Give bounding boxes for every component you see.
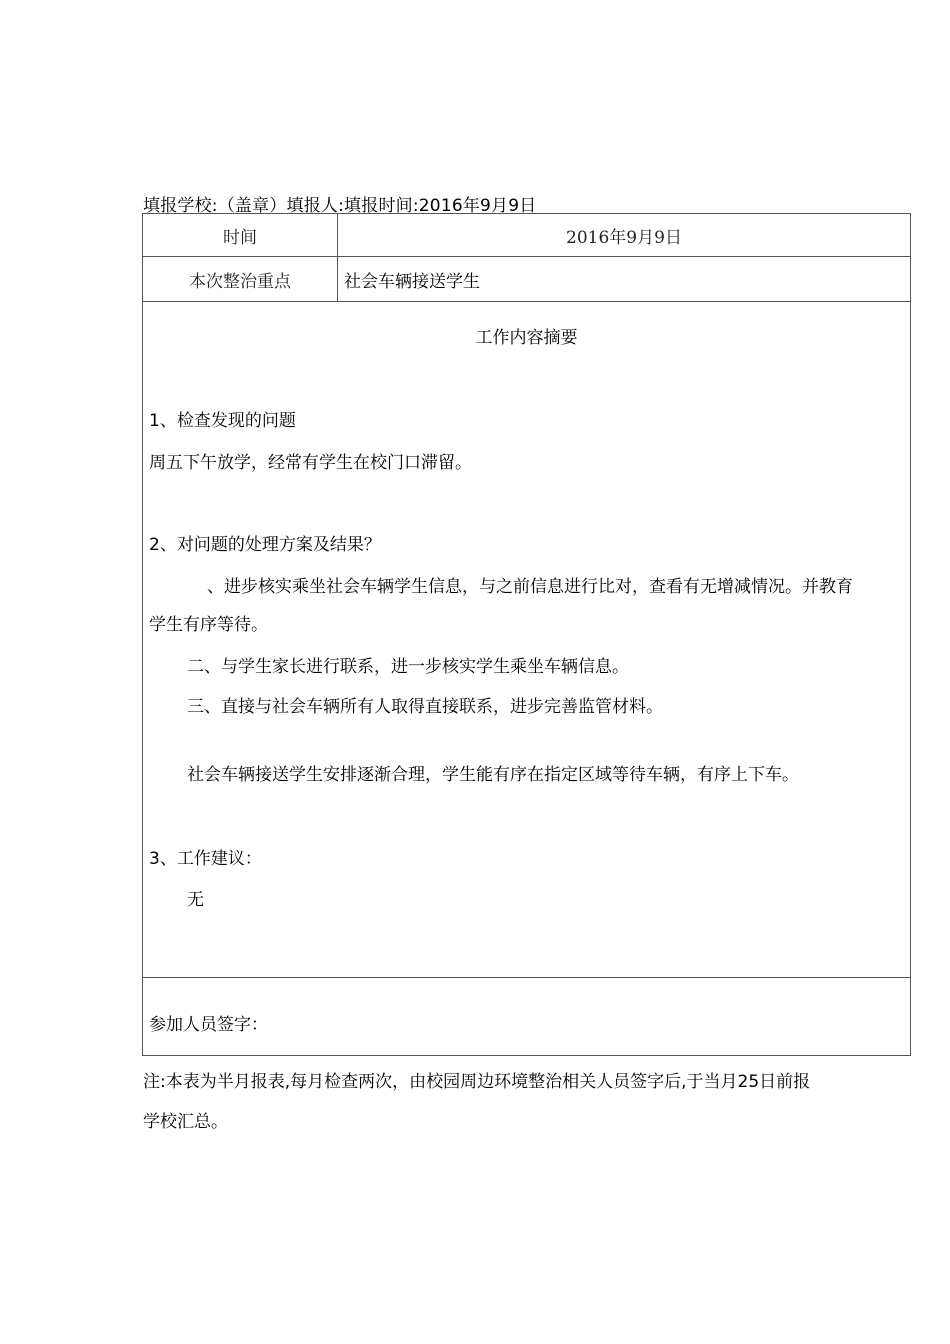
signature-row: [143, 978, 910, 1055]
signature-label: 参加人员签字：: [149, 1015, 268, 1035]
section2-item2: 二、与学生家长进行联系，进一步核实学生乘坐车辆信息。: [187, 657, 629, 677]
time-label: 时间: [143, 214, 338, 256]
section3-text: 无: [187, 890, 204, 910]
section1-title: 1、检查发现的问题: [149, 411, 296, 431]
note-line-1: 注:本表为半月报表,每月检查两次，由校园周边环境整治相关人员签字后,于当月25日前报: [143, 1072, 811, 1092]
section1-text: 周五下午放学，经常有学生在校门口滞留。: [149, 453, 472, 473]
note-line-2: 学校汇总。: [143, 1112, 228, 1132]
focus-row: [143, 257, 910, 302]
summary-title: 工作内容摘要: [475, 328, 578, 348]
time-value: 2016年9月9日: [566, 227, 682, 248]
section3-title: 3、工作建议：: [149, 849, 262, 869]
time-row: [143, 214, 910, 257]
report-form-table: [142, 213, 911, 1056]
section2-item1-line1: 、进步核实乘坐社会车辆学生信息，与之前信息进行比对，查看有无增减情况。并教育: [207, 577, 853, 597]
section2-item1-line2: 学生有序等待。: [149, 615, 268, 635]
form-header: 填报学校:（盖章）填报人:填报时间:2016年9月9日: [143, 196, 537, 216]
focus-label: 本次整治重点: [143, 257, 338, 301]
section2-item3: 三、直接与社会车辆所有人取得直接联系，进步完善监管材料。: [187, 697, 663, 717]
focus-value: 社会车辆接送学生: [344, 271, 480, 292]
work-summary-content: [143, 302, 910, 977]
section2-title: 2、对问题的处理方案及结果？: [149, 535, 381, 555]
section2-result: 社会车辆接送学生安排逐渐合理，学生能有序在指定区域等待车辆，有序上下车。: [187, 765, 799, 785]
work-summary-row: [143, 302, 910, 978]
